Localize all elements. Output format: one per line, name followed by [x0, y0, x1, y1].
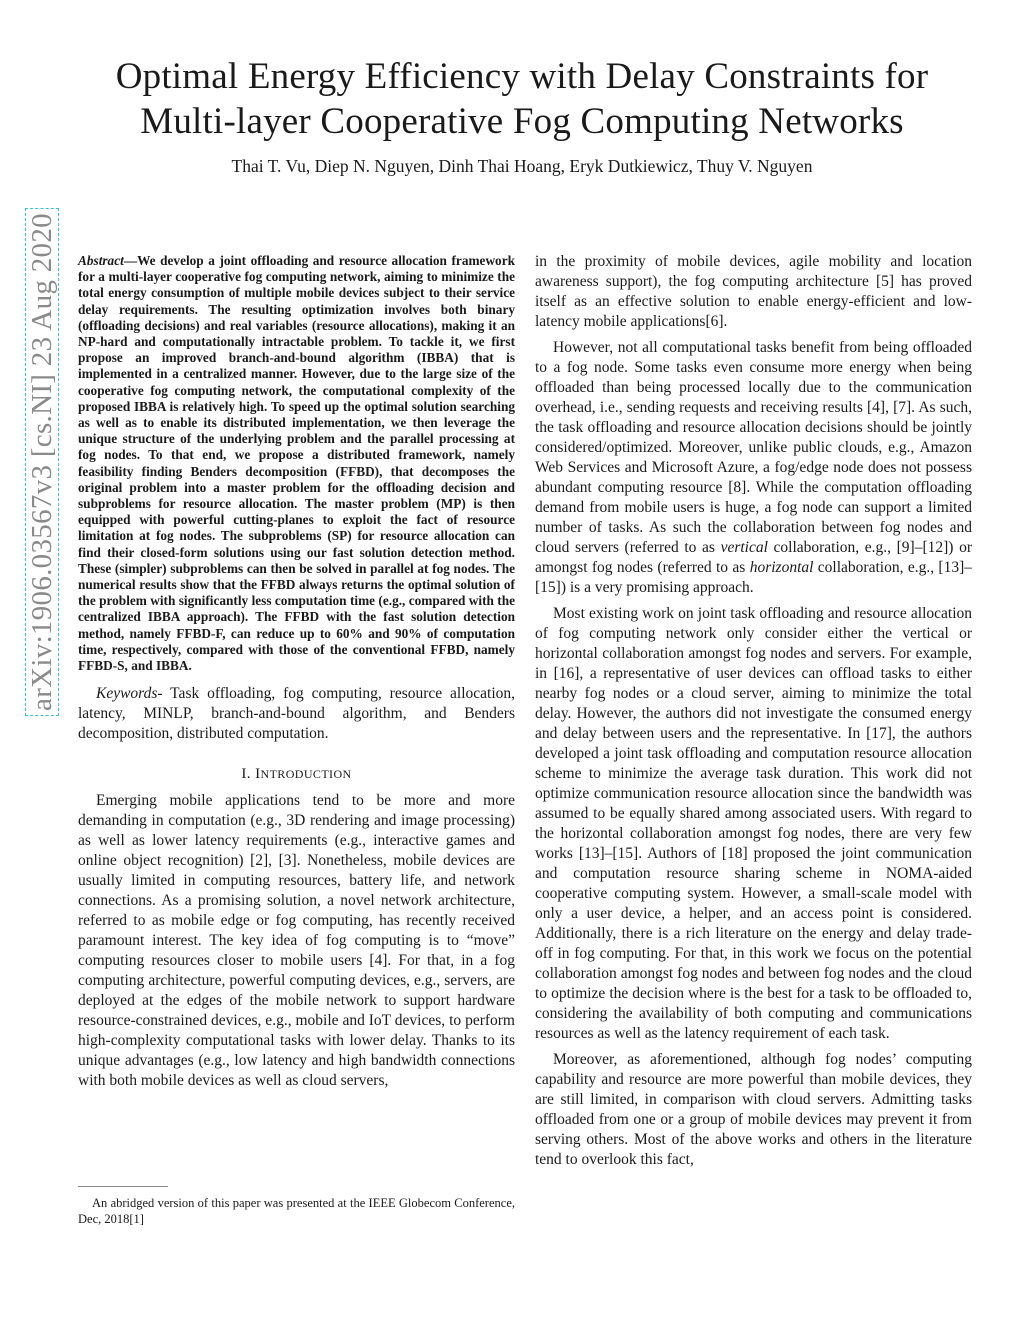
right-paragraph-2-part-a: However, not all computational tasks benefit from being offloaded to a fog node. Some tasks even consume more energy when being offloaded than being processed locally due to the communication overhead, i.e., sending requests and receiving results [4], [7]. As such, the task offloading and resource allocation decisions should be jointly considered/optimized. Moreover, unlike public clouds, e.g., Amazon Web Services and Microsoft Azure, a fog/edge node does not possess abundant computing resource [8]. While the computation offloading demand from mobile users is huge, a fog node can support a limited number of tasks. As such the collaboration between fog nodes and cloud servers (referred to as	[535, 339, 972, 556]
term-vertical: vertical	[720, 539, 768, 556]
abstract-label: Abstract	[78, 253, 124, 268]
section-title-first: I	[255, 766, 261, 783]
section-number: I.	[241, 766, 256, 783]
arxiv-stamp	[24, 12, 60, 912]
intro-paragraph-1: Emerging mobile applications tend to be more and more demanding in computation (e.g., 3D rendering and image processing) as well as lower latency requirements (e.g., interactive games and online object recognition) [2], [3]. Nonetheless, mobile devices are usually limited in computing resources, battery life, and network connections. As a promising solution, a novel network architecture, referred to as mobile edge or fog computing, has recently received paramount interest. The key idea of fog computing is to “move” computing resources closer to mobile users [4]. For that, in a fog computing architecture, powerful computing devices, e.g., servers, are deployed at the edges of the mobile network to support hardware resource-constrained devices, e.g., mobile and IoT devices, to perform high-complexity computational tasks with lower delay. Thanks to its unique advantages (e.g., low latency and high bandwidth connections with both mobile devices as well as cloud servers,	[78, 792, 515, 1090]
abstract	[78, 253, 515, 674]
abstract-text: —We develop a joint offloading and resource allocation framework for a multi-layer cooperative fog computing network, aiming to minimize the total energy consumption of multiple mobile devices subject to their service delay requirements. The resulting optimization involves both binary (offloading decisions) and real variables (resource allocations), making it an NP-hard and computationally intractable problem. To tackle it, we first propose an improved branch-and-bound algorithm (IBBA) that is implemented in a centralized manner. However, due to the large size of the cooperative fog computing network, the computational complexity of the proposed IBBA is relatively high. To speed up the optimal solution searching as well as to enable its distributed implementation, we then leverage the unique structure of the underlying problem and the parallel processing at fog nodes. To that end, we propose a distributed framework, namely feasibility finding Benders decomposition (FFBD), that decomposes the original problem into a master problem for the offloading decision and subproblems for resource allocation. The master problem (MP) is then equipped with powerful cutting-planes to exploit the fact of resource limitation at fog nodes. The subproblems (SP) for resource allocation can find their closed-form solutions using our fast solution detection method. These (simpler) subproblems can then be solved in parallel at fog nodes. The numerical results show that the FFBD always returns the optimal solution of the problem with significantly less computation time (e.g., compared with the centralized IBBA approach). The FFBD with the fast solution detection method, namely FFBD-F, can reduce up to 60% and 90% of computation time, respectively, compared with those of the conventional FFBD, namely FFBD-S, and IBBA.	[78, 253, 515, 674]
right-paragraph-2	[535, 338, 972, 598]
right-paragraph-2-part-c: collaboration, e.g., [13]–[15]) is a very promising approach.	[535, 559, 973, 596]
title-line-2: Multi-layer Cooperative Fog Computing Networks	[140, 101, 904, 142]
right-paragraph-3: Most existing work on joint task offloading and resource allocation of fog computing network only consider either the vertical or horizontal collaboration amongst fog nodes and servers. For example, in [16], a representative of user devices can offload tasks to either nearby fog nodes or a cloud server, aiming to minimize the total delay. However, the authors did not investigate the consumed energy and delay between users and the representative. In [17], the authors developed a joint task offloading and computation resource allocation scheme to minimize the average task duration. This work did not optimize communication resource allocation since the bandwidth was assumed to be equally shared among associated users. With regard to the horizontal collaboration amongst fog nodes, there are very few works [13]–[15]. Authors of [18] proposed the joint communication and computation resource sharing scheme in NOMA-aided cooperative computing system. However, a small-scale model with only a user device, a helper, and an access point is considered. Additionally, there is a rich literature on the energy and delay trade-off in fog computing. For that, in this work we focus on the potential collaboration amongst fog nodes and between fog nodes and the cloud to optimize the decision where is the best for a task to be offloaded to, considering the availability of both computing and communications resources as well as the latency requirement of each task.	[535, 605, 972, 1042]
footnote: An abridged version of this paper was presented at the IEEE Globecom Conference, Dec, 2018[1]	[78, 1196, 515, 1226]
footnote-rule	[78, 1186, 168, 1187]
term-horizontal: horizontal	[749, 559, 814, 576]
right-paragraph-1: in the proximity of mobile devices, agile mobility and location awareness support), the fog computing architecture [5] has proved itself as an effective solution to enable energy-efficient and low-latency mobile applications[6].	[535, 253, 972, 330]
section-heading-introduction	[78, 766, 515, 783]
right-column	[535, 252, 972, 1176]
title-line-1: Optimal Energy Efficiency with Delay Constraints for	[115, 56, 929, 97]
section-title-rest: NTRODUCTION	[260, 767, 352, 782]
keywords-text: Task offloading, fog computing, resource allocation, latency, MINLP, branch-and-bound algorithm, and Benders decomposition, distributed computation.	[78, 685, 515, 743]
right-paragraph-4: Moreover, as aforementioned, although fog nodes’ computing capability and resource are more powerful than mobile devices, they are still limited, in comparison with cloud servers. Admitting tasks offloaded from one or a group of mobile devices may prevent it from serving others. Most of the above works and others in the literature tend to overlook this fact,	[535, 1051, 972, 1168]
keywords	[78, 684, 515, 744]
left-column	[78, 253, 515, 1097]
arxiv-id: arXiv:1906.03567v3 [cs.NI] 23 Aug 2020	[25, 208, 59, 716]
paper-title	[60, 54, 984, 144]
right-paragraph-2-part-b: collaboration, e.g., [9]–[12]) or amongst fog nodes (referred to as	[535, 539, 972, 576]
keywords-label: Keywords-	[96, 685, 163, 703]
author-list: Thai T. Vu, Diep N. Nguyen, Dinh Thai Hoang, Eryk Dutkiewicz, Thuy V. Nguyen	[231, 156, 813, 176]
